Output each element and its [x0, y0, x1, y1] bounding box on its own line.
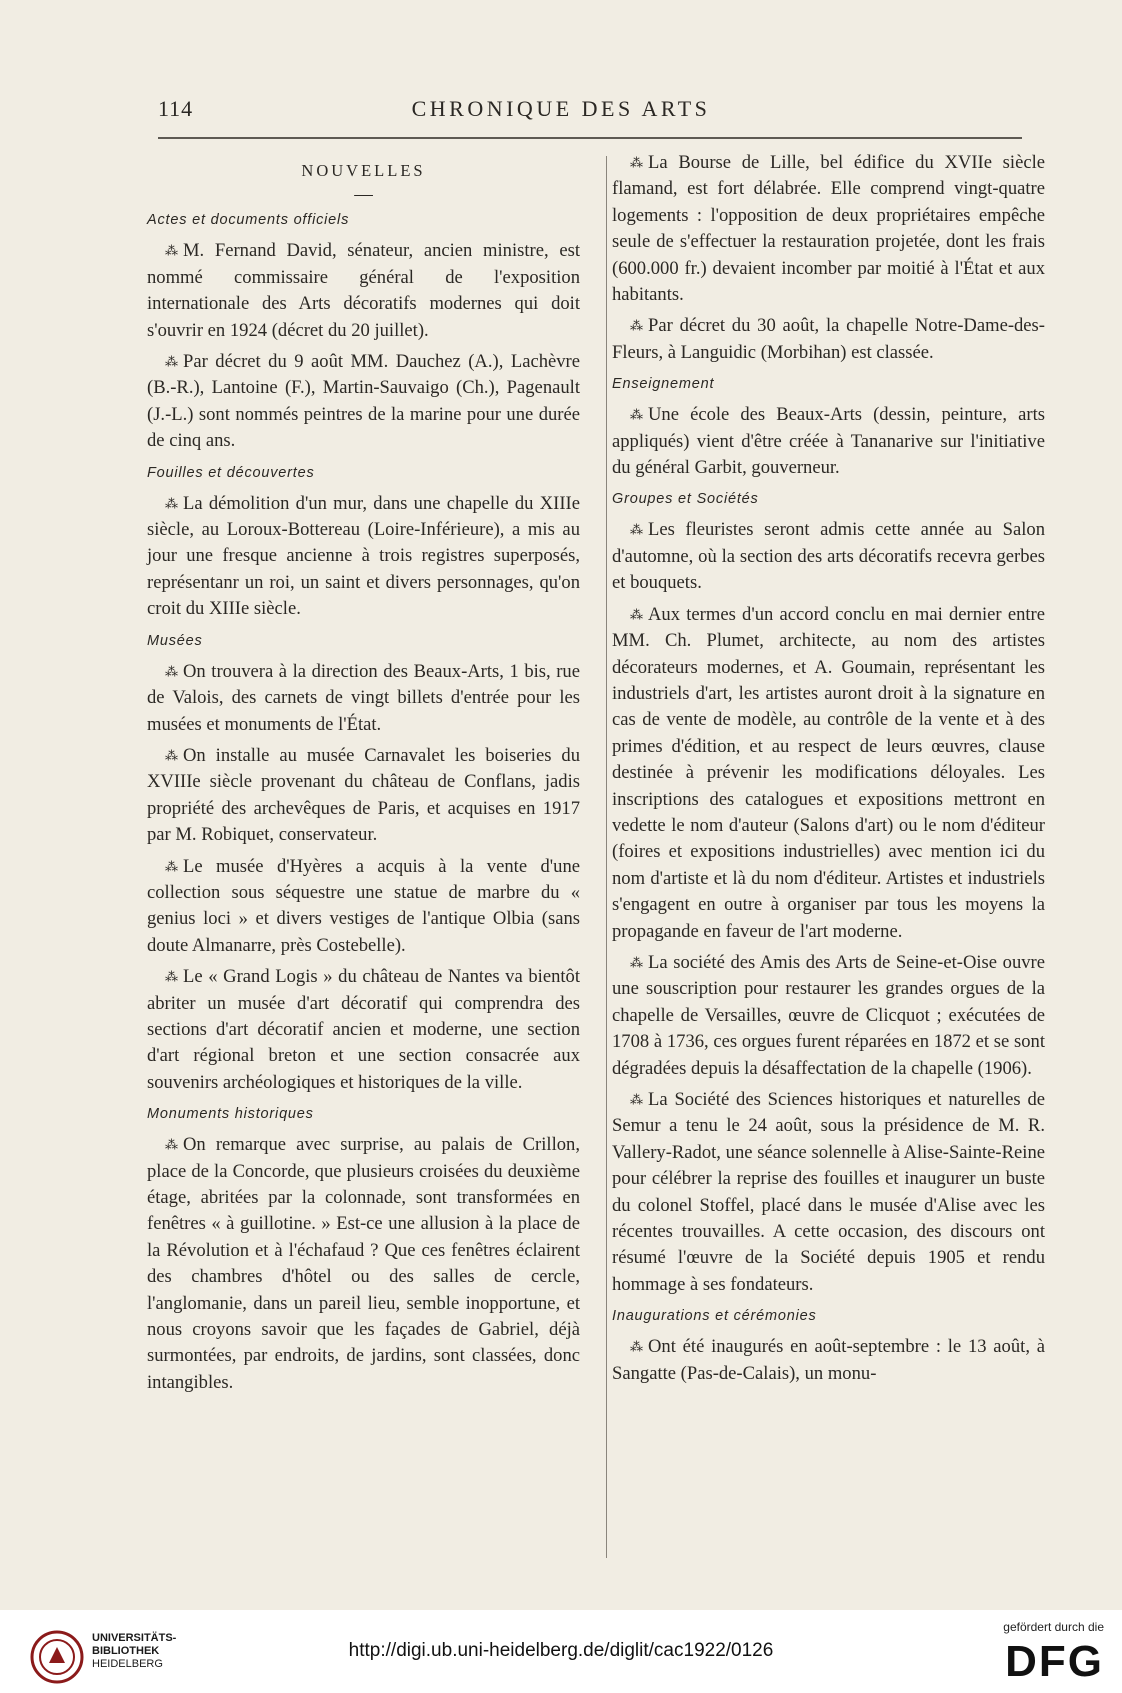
source-url-link[interactable]: http://digi.ub.uni-heidelberg.de/diglit/cac1922/0126: [348, 1640, 774, 1661]
asterism-icon: ⁂: [165, 495, 177, 511]
news-item: ⁂ Une école des Beaux-Arts (dessin, peinture, arts appliqués) vient d'être créée à Tananarive sur l'initiative du général Garbit, gouverneur.: [612, 404, 1045, 479]
news-item: ⁂ Aux termes d'un accord conclu en mai dernier entre MM. Ch. Plumet, architecte, au nom des artistes décorateurs modernes, et A. Goumain, représentant les industriels d'art, les artistes auront droit à la signature en cas de vente de modèle, au contrôle de la vente et à des primes d'édition, et au respect de leurs œuvres, clause destinée à prévenir les modifications déloyales. Les inscriptions des catalogues et expositions mettront en vedette le nom d'auteur (Salons d'art) ou le nom d'éditeur (foires et expositions industrielles) avec mention ici du nom d'artiste et là du nom d'éditeur. Artistes et industriels s'engagent en outre à organiser par tous les moyens la propagande en faveur de l'art moderne.: [612, 603, 1045, 942]
asterism-icon: ⁂: [165, 747, 177, 763]
news-item: ⁂ Les fleuristes seront admis cette année au Salon d'automne, où la section des arts décoratifs recevra gerbes et bouquets.: [612, 519, 1045, 594]
header-rule: [158, 137, 1022, 139]
news-item: ⁂ La Société des Sciences historiques et naturelles de Semur a tenu le 24 août, sous la présidence de M. R. Vallery-Radot, une séance solennelle à Alise-Sainte-Reine pour célébrer la reprise des fouilles et inaugurer un buste du colonel Stoffel, placé dans le musée d'Alise avec les récentes trouvailles. A cette occasion, des discours ont résumé l'œuvre de la Société depuis 1905 et rendu hommage à ses fondateurs.: [612, 1089, 1045, 1295]
subheading: Enseignement: [612, 376, 715, 393]
news-item: ⁂ Par décret du 9 août MM. Dauchez (A.), Lachèvre (B.-R.), Lantoine (F.), Martin-Sauvaigo (Ch.), Pagenault (J.-L.) sont nommés peintres de la marine pour une durée de cinq ans.: [147, 351, 580, 452]
news-item: ⁂ La démolition d'un mur, dans une chapelle du XIIIe siècle, au Loroux-Bottereau (Loire-Inférieure), a mis au jour une fresque ancienne à trois registres superposés, représentanr un roi, un saint et divers personnages, qu'on croit du XIIIe siècle.: [147, 492, 580, 620]
asterism-icon: ⁂: [630, 155, 642, 170]
news-item: ⁂ La société des Amis des Arts de Seine-et-Oise ouvre une souscription pour restaurer les grandes orgues de la chapelle de Versailles, œuvre de Clicquot ; exécutées de 1708 à 1736, ces orgues furent réparées en 1872 et se sont dégradées depuis la désaffectation de la chapelle (1906).: [612, 951, 1045, 1079]
news-item: ⁂ Le « Grand Logis » du château de Nantes va bientôt abriter un musée d'art décoratif qui comprendra des sections d'art décoratif ancien et moderne, une section d'art régional breton et une section consacrée aux souvenirs archéologiques et historiques de la ville.: [147, 966, 580, 1093]
news-item: ⁂ On trouvera à la direction des Beaux-Arts, 1 bis, rue de Valois, des carnets de vingt billets d'entrée pour les musées et monuments de l'État.: [147, 660, 580, 735]
subheading: Fouilles et découvertes: [147, 464, 315, 481]
asterism-icon: ⁂: [165, 969, 177, 985]
news-item: ⁂ Par décret du 30 août, la chapelle Notre-Dame-des-Fleurs, à Languidic (Morbihan) est classée.: [612, 315, 1045, 363]
asterism-icon: ⁂: [630, 606, 642, 622]
asterism-icon: ⁂: [630, 407, 642, 423]
asterism-icon: ⁂: [165, 354, 177, 370]
news-item: ⁂ Le musée d'Hyères a acquis à la vente d'une collection sous séquestre une statue de marbre du « genius loci » et divers vestiges de l'antique Olbia (sans doute Almanarre, près Costebelle).: [147, 855, 580, 956]
asterism-icon: ⁂: [165, 858, 177, 874]
news-item: ⁂ La Bourse de Lille, bel édifice du XVIIe siècle flamand, est fort délabrée. Elle comprend vingt-quatre logements : l'opposition de deux propriétaires empêche seule de s'effectuer la restauration projetée, dont les frais (600.000 fr.) devaient incomber par moitié à l'État et aux habitants.: [612, 152, 1045, 306]
asterism-icon: ⁂: [165, 1137, 177, 1153]
digitization-footer: [0, 1610, 1122, 1693]
institution-name: UNIVERSITÄTS- BIBLIOTHEK HEIDELBERG: [92, 1632, 177, 1670]
asterism-icon: ⁂: [165, 663, 177, 679]
asterism-icon: ⁂: [165, 243, 177, 259]
funding-label: gefördert durch die: [1003, 1620, 1104, 1634]
column-divider: [606, 156, 607, 1558]
subheading: Groupes et Sociétés: [612, 491, 759, 508]
asterism-icon: ⁂: [630, 1092, 642, 1107]
asterism-icon: ⁂: [630, 318, 642, 334]
news-item: ⁂ Ont été inaugurés en août-septembre : le 13 août, à Sangatte (Pas-de-Calais), un monu-: [612, 1336, 1045, 1384]
right-column: [612, 150, 1045, 1392]
asterism-icon: ⁂: [630, 954, 642, 970]
dfg-logo: DFG: [1005, 1637, 1104, 1686]
news-item: ⁂ On installe au musée Carnavalet les boiseries du XVIIIe siècle provenant du château de Conflans, jadis propriété des archevêques de Paris, et acquises en 1917 par M. Robiquet, conservateur.: [147, 744, 580, 846]
subheading: Monuments historiques: [147, 1106, 314, 1123]
subheading: Actes et documents officiels: [147, 212, 350, 229]
asterism-icon: ⁂: [630, 522, 642, 538]
asterism-icon: ⁂: [630, 1339, 642, 1355]
news-item: ⁂ M. Fernand David, sénateur, ancien ministre, est nommé commissaire général de l'exposition internationale des Arts décoratifs modernes qui doit s'ouvrir en 1924 (décret du 20 juillet).: [147, 240, 580, 341]
subheading: Musées: [147, 632, 203, 649]
subheading: Inaugurations et cérémonies: [612, 1308, 817, 1325]
section-dash: —: [354, 184, 373, 206]
news-item: ⁂ On remarque avec surprise, au palais de Crillon, place de la Concorde, que plusieurs croisées du deuxième étage, abritées par la colonnade, sont transformées en fenêtres « à guillotine. » Est-ce une allusion à la place de la Révolution et à l'échafaud ? Que ces fenêtres éclairent des chambres d'hôtel ou des salles de cercle, l'anglomanie, dans un pareil lieu, semble inopportune, et nous croyons savoir que les façades de Gabriel, déjà surmontées, par endroits, de jardins, sont classées, donc intangibles.: [147, 1134, 580, 1393]
left-column: [147, 150, 580, 1401]
section-title: NOUVELLES: [301, 161, 426, 180]
running-title: CHRONIQUE DES ARTS: [411, 96, 711, 121]
page-number: 114: [158, 96, 194, 121]
